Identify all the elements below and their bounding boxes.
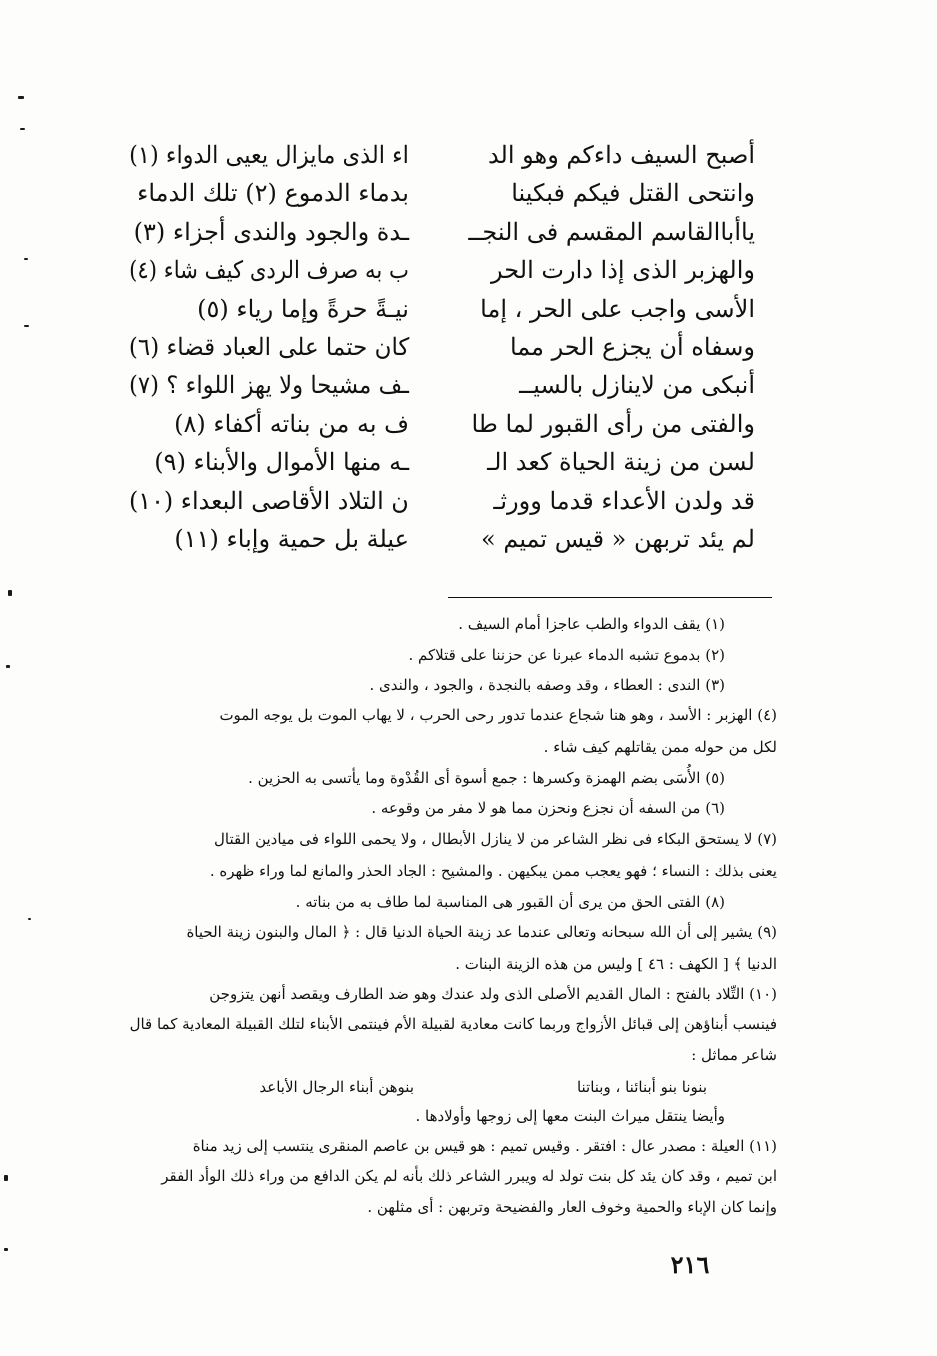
verse-right-hemistich: ياأباالقاسم المقسم فى النجــ [468, 217, 755, 246]
scan-speck [18, 96, 24, 99]
verse-right-hemistich: أنبكى من لاينازل بالسيــ [519, 371, 755, 400]
footnote-line: يعنى بذلك : النساء ؛ فهو يعجب ممن يبكيهن . والمشيح : الجاد الحذر والمانع لما وراء ظهره . [209, 862, 777, 880]
footnote-line: (٧) لا يستحق البكاء فى نظر الشاعر من لا ينازل الأبطال ، ولا يحمى اللواء فى ميادين القتال [213, 830, 777, 848]
page-number: ٢١٦ [670, 1250, 710, 1279]
footnote-line: (٩) يشير إلى أن الله سبحانه وتعالى عندما عد زينة الحياة الدنيا قال : ﴿ المال والبنون زينة الحياة [186, 923, 777, 941]
footnote-line: (٦) من السفه أن نجزع ونحزن مما هو لا مفر من وقوعه . [371, 799, 725, 817]
footnote-separator [448, 597, 772, 598]
quoted-couplet-first-hemistich: بنونا بنو أبنائنا ، وبناتنا [576, 1078, 707, 1096]
scan-speck [24, 325, 29, 327]
scan-speck [24, 258, 28, 260]
footnote-line: (٢) بدموع تشبه الدماء عبرنا عن حزننا على قتلاكم . [408, 646, 725, 664]
verse-left-hemistich: نيـةً حرةً وإما رياء (٥) [197, 294, 409, 323]
footnote-line: ابن تميم ، وقد كان يئد كل بنت تولد له ويبرر الشاعر ذلك بأنه لم يكن الدافع من وراء ذلك الوأد الفقر [161, 1167, 777, 1185]
verse-left-hemistich: ن التلاد الأقاصى البعداء (١٠) [129, 486, 409, 515]
verse-left-hemistich: ـف مشيحا ولا يهز اللواء ؟ (٧) [129, 371, 410, 400]
footnote-line: (١) يقف الدواء والطب عاجزا أمام السيف . [458, 615, 725, 633]
footnote-line: (٣) الندى : العطاء ، وقد وصفه بالنجدة ، والجود ، والندى . [369, 676, 725, 694]
verse-left-hemistich: اء الذى مايزال يعيى الدواء (١) [129, 141, 410, 169]
scan-speck [4, 1175, 8, 1181]
footnote-line: وإنما كان الإباء والحمية وخوف العار والفضيحة وتربهن : أى مثلهن . [367, 1198, 777, 1216]
footnote-line: (٨) الفتى الحق من يرى أن القبور هى المناسبة لما طاف به من بناته . [295, 893, 725, 911]
footnote-line: (٥) الأُسَى بضم الهمزة وكسرها : جمع أسوة أى القُدْوة وما يأتسى به الحزين . [248, 769, 725, 787]
verse-right-hemistich: أصبح السيف داءكم وهو الد [487, 141, 755, 169]
verse-left-hemistich: بدماء الدموع (٢) تلك الدماء [137, 179, 409, 208]
verse-right-hemistich: الأسى واجب على الحر ، إما [480, 294, 755, 323]
scan-speck [20, 128, 25, 130]
scan-speck [8, 590, 12, 596]
scan-speck [4, 1248, 8, 1251]
scan-speck [28, 918, 31, 920]
quoted-couplet-second-hemistich: بنوهن أبناء الرجال الأباعد [259, 1078, 414, 1096]
verse-left-hemistich: ب به صرف الردى كيف شاء (٤) [129, 256, 409, 285]
footnote-line: وأيضا ينتقل ميراث البنت معها إلى زوجها وأولادها . [415, 1107, 725, 1125]
footnote-line: الدنيا ﴾ [ الكهف : ٤٦ ] وليس من هذه الزينة البنات . [455, 955, 777, 973]
verse-left-hemistich: ـدة والجود والندى أجزاء (٣) [133, 217, 409, 246]
footnote-line: لكل من حوله ممن يقاتلهم كيف شاء . [543, 738, 777, 756]
verse-right-hemistich: والفتى من رأى القبور لما طا [471, 409, 755, 438]
footnote-line: فينسب أبناؤهن إلى قبائل الأزواج وربما كانت معادية لقبيلة الأم فينتمى الأبناء لتلك القبيلة المعادية كما قال [129, 1015, 777, 1033]
verse-right-hemistich: وسفاه أن يجزع الحر مما [509, 333, 755, 361]
verse-left-hemistich: ـه منها الأموال والأبناء (٩) [154, 448, 409, 477]
verse-left-hemistich: كان حتما على العباد قضاء (٦) [128, 333, 410, 361]
verse-right-hemistich: وانتحى القتل فيكم فبكينا [511, 179, 755, 208]
verse-left-hemistich: عيلة بل حمية وإباء (١١) [174, 525, 409, 553]
verse-right-hemistich: لسن من زينة الحياة كعد الـ [487, 448, 755, 477]
verse-right-hemistich: والهزبر الذى إذا دارت الحر [491, 256, 755, 285]
footnote-line: (١١) العيلة : مصدر عال : افتقر . وقيس تميم : هو قيس بن عاصم المنقرى ينتسب إلى زيد مناة [192, 1137, 777, 1155]
scan-speck [6, 665, 10, 668]
footnote-line: (١٠) التِّلاد بالفتح : المال القديم الأصلى الذى ولد عندك وهو ضد الطارف ويقصد أنهن يتزوجن [209, 985, 777, 1003]
verse-right-hemistich: لم يئد تربهن « قيس تميم » [481, 525, 755, 553]
footnote-line: (٤) الهزبر : الأسد ، وهو هنا شجاع عندما تدور رحى الحرب ، لا يهاب الموت بل يوجه الموت [219, 706, 777, 724]
verse-left-hemistich: ف به من بناته أكفاء (٨) [174, 409, 409, 438]
verse-right-hemistich: قد ولدن الأعداء قدما وورثـ [493, 486, 755, 515]
footnote-line: شاعر مماثل : [691, 1046, 777, 1064]
